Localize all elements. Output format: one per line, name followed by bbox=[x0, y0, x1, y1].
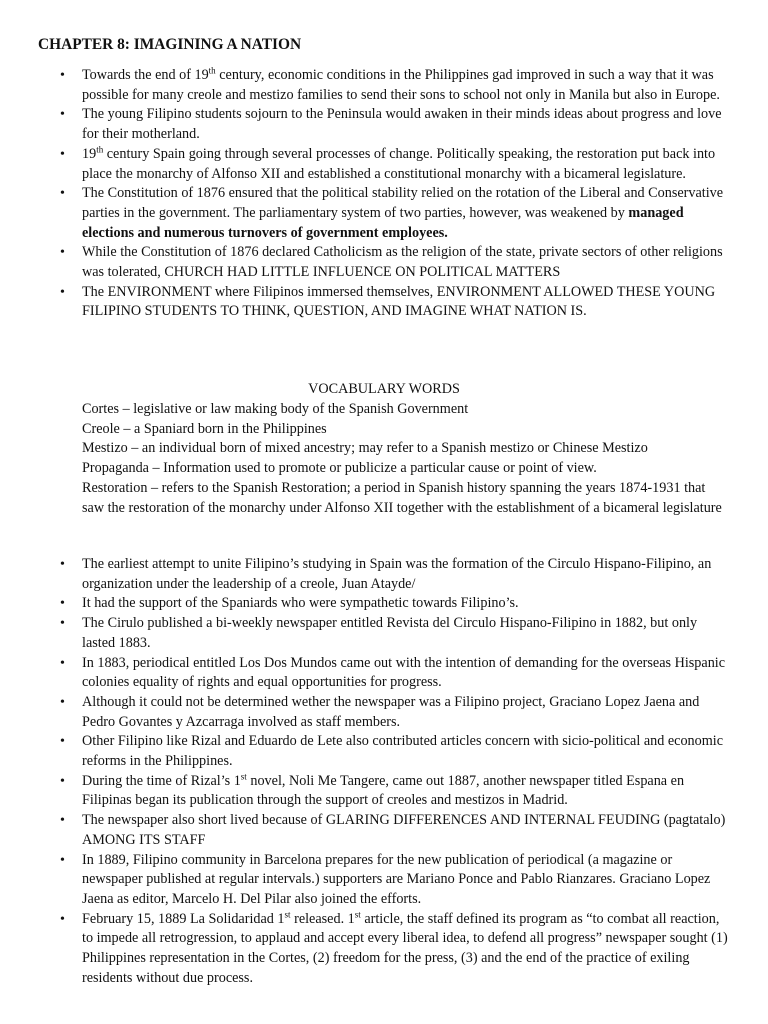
bullet-item: • While the Constitution of 1876 declared Catholicism as the religion of the state, private sectors of other religions was tolerated, CHURCH HAD LITTLE INFLUENCE ON POLITICAL MATTERS bbox=[0, 243, 768, 282]
bullet-item: • 19th century Spain going through several processes of change. Politically speaking, the restoration put back into place the monarchy of Alfonso XII and established a constitutional monarchy with a bicameral legislature. bbox=[0, 145, 768, 184]
bullet-item: • In 1889, Filipino community in Barcelona prepares for the new publication of periodical (a magazine or newspaper published at regular intervals.) supporters are Mariano Ponce and Pablo Rianzares. Graciano Lopez Jaena as editor, Marcelo H. Del Pilar also joined the efforts. bbox=[0, 851, 768, 910]
bullet-item: • February 15, 1889 La Solidaridad 1st released. 1st article, the staff defined its program as “to combat all reaction, to impede all retrogression, to applaud and accept every liberal idea, to defend all progress” newspaper sought (1) Philippines representation in the Cortes, (2) freedom for the press, (3) and the end of the practice of exiling residents without due process. bbox=[0, 910, 768, 989]
vocabulary-list bbox=[82, 400, 730, 518]
superscript: th bbox=[96, 144, 104, 155]
history-bullet-list bbox=[0, 555, 768, 988]
bullet-item: • The ENVIRONMENT where Filipinos immersed themselves, ENVIRONMENT ALLOWED THESE YOUNG FILIPINO STUDENTS TO THINK, QUESTION, AND IMAGINE WHAT NATION IS. bbox=[0, 283, 768, 322]
bold-emphasis: managed elections and numerous turnovers of government employees. bbox=[82, 204, 684, 241]
superscript: st bbox=[240, 771, 247, 781]
vocabulary-entry: Cortes – legislative or law making body of the Spanish Government bbox=[82, 401, 469, 417]
chapter-title: CHAPTER 8: IMAGINING A NATION bbox=[38, 36, 302, 53]
bullet-item: • It had the support of the Spaniards who were sympathetic towards Filipino’s. bbox=[0, 594, 768, 614]
vocabulary-entry: Creole – a Spaniard born in the Philippines bbox=[82, 420, 327, 437]
bullet-item: • The Cirulo published a bi-weekly newspaper entitled Revista del Circulo Hispano-Filipino in 1882, but only lasted 1883. bbox=[0, 614, 768, 653]
bullet-item: • The young Filipino students sojourn to the Peninsula would awaken in their minds ideas about progress and love for their motherland. bbox=[0, 105, 768, 144]
superscript: th bbox=[208, 65, 216, 76]
intro-bullet-list bbox=[0, 66, 768, 322]
bullet-item: • The Constitution of 1876 ensured that the political stability relied on the rotation of the Liberal and Conservative parties in the government. The parliamentary system of two parties, however, was weakened by managed elections and numerous turnovers of government employees. bbox=[0, 184, 768, 243]
superscript: st bbox=[354, 908, 361, 919]
vocabulary-heading: VOCABULARY WORDS bbox=[308, 381, 460, 397]
bullet-item: • The newspaper also short lived because of GLARING DIFFERENCES AND INTERNAL FEUDING (pagtatalo) AMONG ITS STAFF bbox=[0, 811, 768, 850]
bullet-item: • In 1883, periodical entitled Los Dos Mundos came out with the intention of demanding for the overseas Hispanic colonies equality of rights and equal opportunities for progress. bbox=[0, 654, 768, 693]
bullet-item: • Although it could not be determined wether the newspaper was a Filipino project, Graciano Lopez Jaena and Pedro Govantes y Azcarraga involved as staff members. bbox=[0, 693, 768, 732]
bullet-item: • Other Filipino like Rizal and Eduardo de Lete also contributed articles concern with sicio-political and economic reforms in the Philippines. bbox=[0, 732, 768, 771]
bullet-item: • The earliest attempt to unite Filipino’s studying in Spain was the formation of the Circulo Hispano-Filipino, an organization under the leadership of a creole, Juan Atayde/ bbox=[0, 555, 768, 594]
bullet-item: • Towards the end of 19th century, economic conditions in the Philippines gad improved in such a way that it was possible for many creole and mestizo families to send their sons to school not only in Manila but also in Europe. bbox=[0, 66, 768, 105]
bullet-item: • During the time of Rizal’s 1st novel, Noli Me Tangere, came out 1887, another newspaper titled Espana en Filipinas began its publication through the support of creoles and mestizos in Madrid. bbox=[0, 772, 768, 811]
superscript: st bbox=[284, 908, 291, 919]
vocabulary-entry: Mestizo – an individual born of mixed ancestry; may refer to a Spanish mestizo or Chinese Mestizo bbox=[82, 440, 648, 457]
vocabulary-entry: Propaganda – Information used to promote or publicize a particular cause or point of view. bbox=[82, 460, 597, 477]
vocabulary-entry: Restoration – refers to the Spanish Restoration; a period in Spanish history spanning the years 1874-1931 that saw the restoration of the monarchy under Alfonso XII together with the establishment of a bicameral legislature bbox=[82, 479, 722, 516]
